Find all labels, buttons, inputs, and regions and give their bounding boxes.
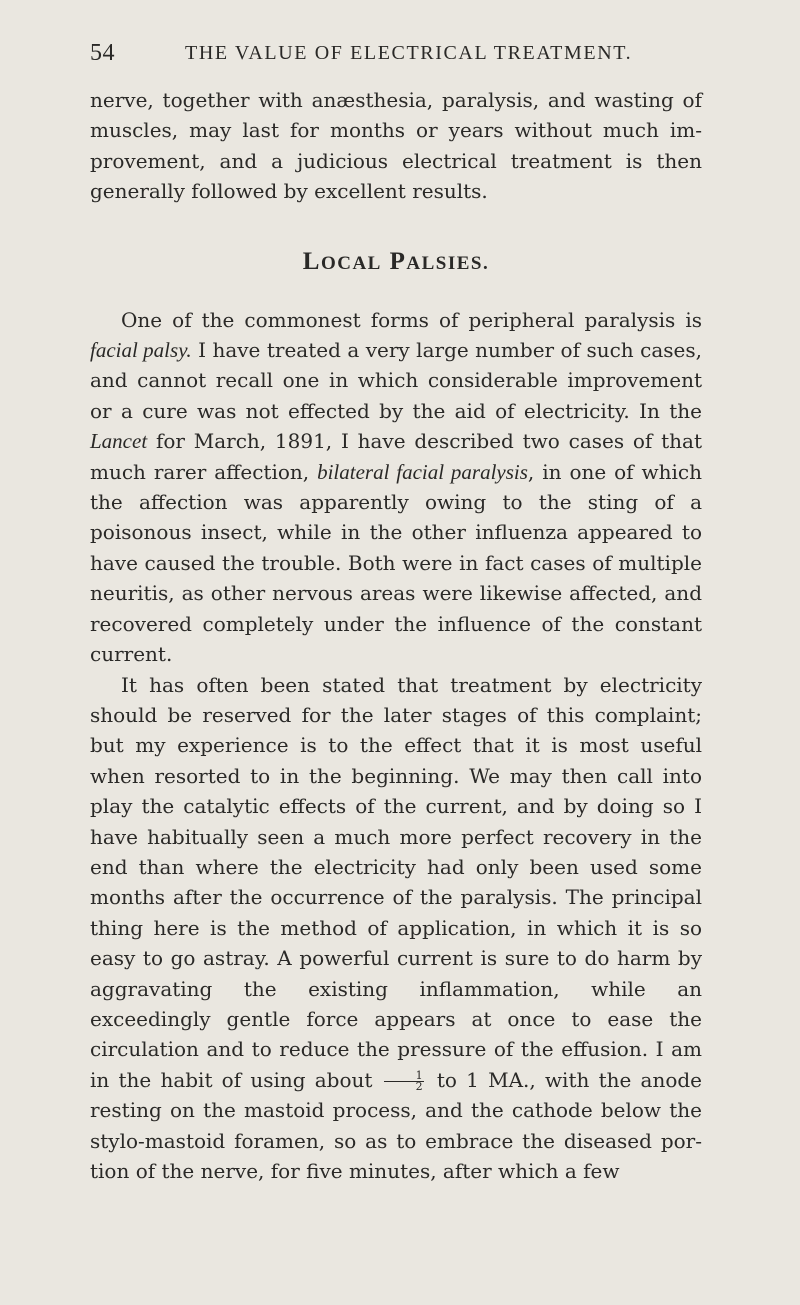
paragraph-treatment — [90, 670, 702, 1187]
heading-rest-alsies: ALSIES. — [406, 252, 490, 274]
page-number: 54 — [90, 40, 115, 66]
p2-text-2: I have treated a very large number of such cases, and cannot recall one in which considerable improvement or a cure was not effected by the aid of electricity. In the — [90, 338, 703, 423]
p2-text-4: , in one of which the affection was apparently owing to the sting of a poisonous insect, while in the other influenza appeared to have caused the trouble. Both were in fact cases of multiple neuritis, as other nervous areas were likewise affected, and recovered completely under the influence of the constant current. — [90, 459, 702, 667]
section-heading — [90, 247, 702, 279]
p2-text-3: for March, 1891, I have described two cases of that much rarer affection, — [90, 429, 702, 484]
paragraph-continued: nerve, together with anæsthesia, paralysis, and wasting of muscles, may last for months or years without much improvement, and a judicious electrical treatment is then generally followed by excellent results. — [90, 88, 702, 204]
p3-text-2: to 1 MA., with the anode resting on the mastoid process, and the cathode below the stylo-mastoid foramen, so as to embrace the diseased portion of the nerve, for five minutes, after which a few — [90, 1067, 703, 1183]
p2-italic-lancet: Lancet — [90, 429, 148, 454]
body-text — [90, 85, 702, 1186]
heading-rest-ocal: OCAL — [320, 252, 382, 274]
fraction-numerator: 1 — [384, 1071, 424, 1082]
fraction-one-half — [384, 1068, 424, 1093]
p2-italic-facial-palsy: facial palsy. — [90, 338, 192, 363]
running-title: THE VALUE OF ELECTRICAL TREATMENT. — [185, 42, 633, 64]
paragraph-facial-palsy — [90, 305, 702, 670]
p3-text-1: It has often been stated that treatment by electricity should be reserved for the later stages of this complaint; but my experience is to the effect that it is most useful when resorted to in the beginning. We may then call into play the catalytic effects of the current, and by doing so I have habitually seen a much more perfect recovery in the end than where the electricity had only been used some months after the occurrence of the paralysis. The principal thing here is the method of application, in which it is so easy to go astray. A powerful current is sure to do harm by aggravating the existing inflammation, while an exceedingly gentle force appears at once to ease the circulation and to reduce the pressure of the effusion. I am in the habit of using about — [90, 672, 702, 1092]
heading-initial-l: L — [302, 247, 321, 275]
p2-text-1: One of the commonest forms of peripheral paralysis is — [121, 307, 702, 332]
heading-initial-p: P — [389, 247, 407, 275]
running-head — [90, 40, 750, 74]
p2-italic-bilateral: bilateral facial paralysis — [317, 459, 528, 484]
fraction-denominator: 2 — [415, 1079, 423, 1093]
